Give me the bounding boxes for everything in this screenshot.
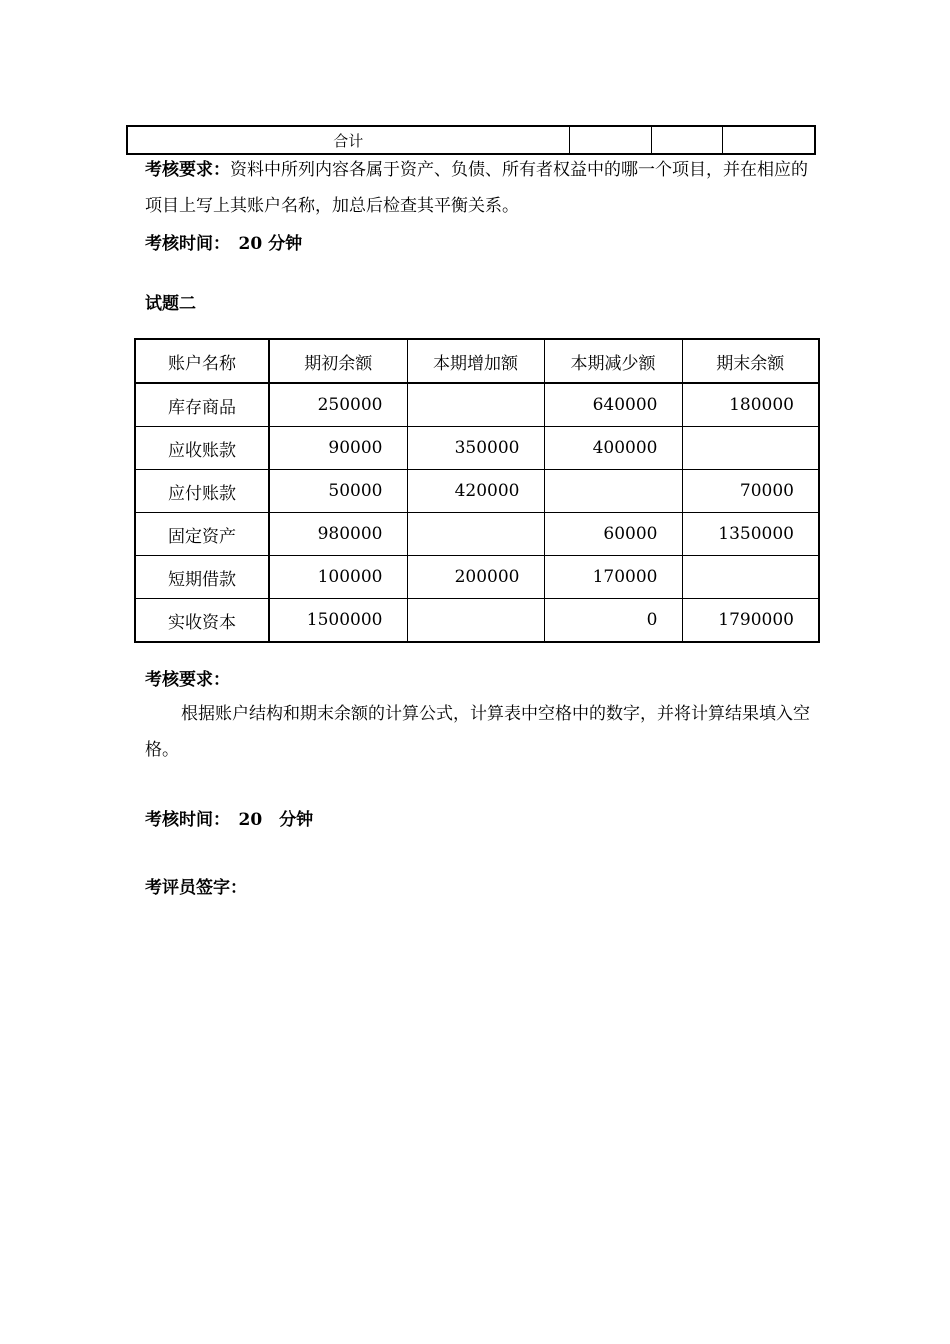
header-closing-balance: 期末余额 [682,339,819,383]
opening-balance: 250000 [269,383,407,427]
decrease-amount: 400000 [544,427,682,470]
account-name: 实收资本 [135,599,269,643]
requirement-1 [145,152,810,224]
opening-balance: 1500000 [269,599,407,643]
totals-table [126,125,816,155]
requirement-text: 资料中所列内容各属于资产、负债、所有者权益中的哪一个项目，并在相应的项目上写上其账户名称，加总后检查其平衡关系。 [145,160,808,216]
closing-balance: 180000 [682,383,819,427]
increase-amount [407,383,544,427]
increase-amount [407,513,544,556]
table-row [135,513,819,556]
account-name: 固定资产 [135,513,269,556]
account-table [134,338,820,643]
opening-balance: 50000 [269,470,407,513]
decrease-amount: 640000 [544,383,682,427]
header-decrease: 本期减少额 [544,339,682,383]
closing-balance: 1790000 [682,599,819,643]
total-cell [569,126,651,154]
account-name: 短期借款 [135,556,269,599]
increase-amount [407,599,544,643]
time-limit-1: 考核时间： 20 分钟 [145,234,303,254]
closing-balance: 70000 [682,470,819,513]
requirement-2-text: 根据账户结构和期末余额的计算公式，计算表中空格中的数字，并将计算结果填入空格。 [145,704,810,760]
closing-balance [682,556,819,599]
requirement-label: 考核要求： [145,160,230,180]
total-cell [651,126,722,154]
decrease-amount: 0 [544,599,682,643]
closing-balance [682,427,819,470]
account-name: 库存商品 [135,383,269,427]
decrease-amount: 170000 [544,556,682,599]
table-row [135,470,819,513]
header-opening-balance: 期初余额 [269,339,407,383]
header-account-name: 账户名称 [135,339,269,383]
account-name: 应付账款 [135,470,269,513]
requirement-2-label: 考核要求： [145,670,230,690]
opening-balance: 100000 [269,556,407,599]
total-cell [722,126,815,154]
table-row [135,599,819,643]
decrease-amount: 60000 [544,513,682,556]
table-row [135,383,819,427]
increase-amount: 200000 [407,556,544,599]
table-row [135,427,819,470]
totals-row [127,126,815,154]
header-increase: 本期增加额 [407,339,544,383]
table-header-row [135,339,819,383]
decrease-amount [544,470,682,513]
examiner-signature-label: 考评员签字： [145,878,247,898]
closing-balance: 1350000 [682,513,819,556]
table-row [135,556,819,599]
increase-amount: 350000 [407,427,544,470]
account-name: 应收账款 [135,427,269,470]
increase-amount: 420000 [407,470,544,513]
opening-balance: 980000 [269,513,407,556]
question-2-title: 试题二 [145,294,196,314]
time-limit-2: 考核时间： 20 分钟 [145,810,314,830]
opening-balance: 90000 [269,427,407,470]
total-label-cell: 合计 [127,126,569,154]
